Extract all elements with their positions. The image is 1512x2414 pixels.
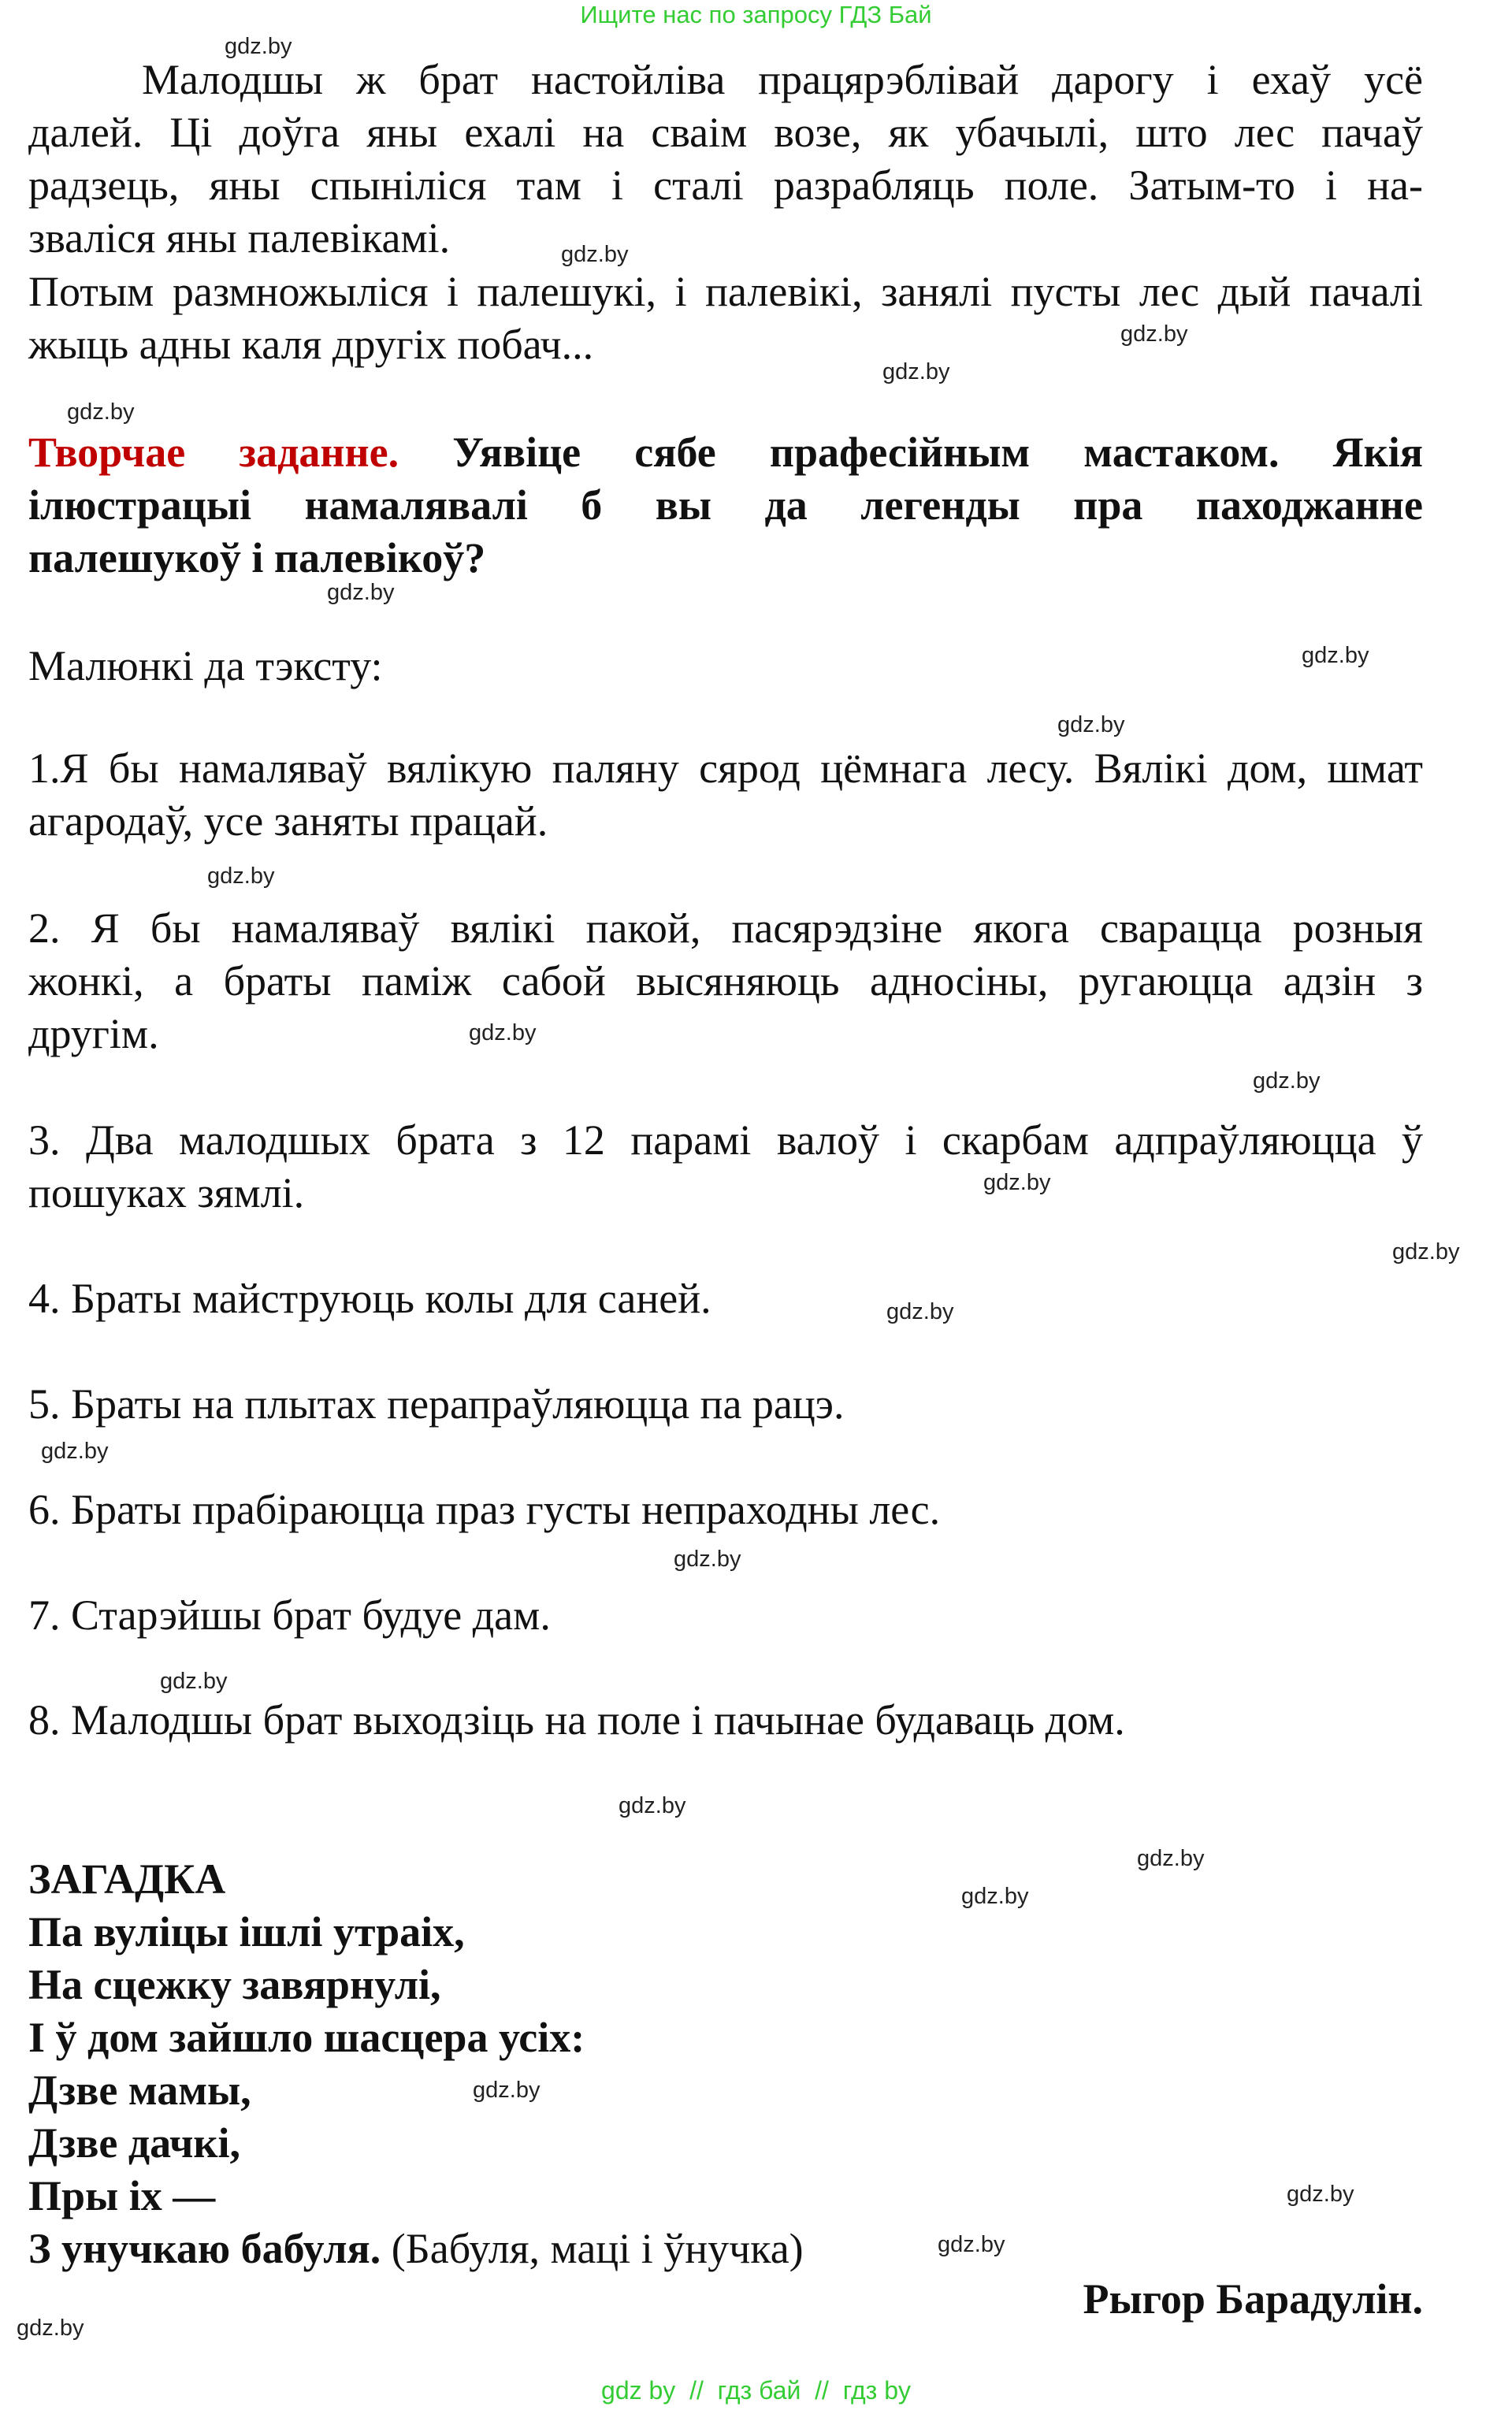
text-line: 3. Два малодшых брата з 12 парамі валоў і скарбам адпраўляюцца ў (28, 1116, 1423, 1164)
watermark: gdz.by (983, 1170, 1051, 1195)
watermark: gdz.by (886, 1299, 954, 1324)
legend-paragraph (28, 54, 1423, 265)
search-banner: Ищите нас по запросу ГДЗ Бай (580, 1, 932, 28)
watermark: gdz.by (207, 863, 275, 889)
text-line: 1.Я бы намаляваў вялікую паляну сярод цёмнага лесу. Вялікі дом, шмат (28, 745, 1423, 792)
watermark: gdz.by (674, 1547, 741, 1572)
riddle-line: З унучкаю бабуля. (28, 2225, 381, 2272)
text-line: 8. Малодшы брат выходзіць на поле і пачынае будаваць дом. (28, 1696, 1125, 1744)
riddle-line: Па вуліцы ішлі утраіх, (28, 1908, 465, 1955)
creative-task (28, 426, 1423, 585)
text-line: 6. Браты прабіраюцца праз густы непраходны лес. (28, 1486, 941, 1533)
watermark: gdz.by (619, 1793, 686, 1818)
watermark: gdz.by (1137, 1846, 1205, 1871)
task-line: ілюстрацыі намалявалі б вы да легенды пра паходжанне (28, 481, 1423, 529)
text-line: агародаў, усе заняты працай. (28, 797, 548, 845)
riddle-line: Дзве мамы, (28, 2067, 251, 2114)
text-line: Малодшы ж брат настойліва працярэблівай дарогу і ехаў усё (142, 56, 1423, 103)
watermark: gdz.by (160, 1669, 228, 1694)
watermark: gdz.by (469, 1020, 537, 1045)
riddle-line: Пры іх — (28, 2172, 216, 2219)
text-line: пошуках зямлі. (28, 1169, 305, 1216)
legend-tail-paragraph (28, 266, 1423, 371)
riddle-title: ЗАГАДКА (28, 1855, 226, 1903)
text-line: жонкі, а браты паміж сабой высяняюць адносіны, ругаюцца адзін з (28, 957, 1423, 1005)
picture-item-6 (28, 1484, 1423, 1536)
riddle-last-line (28, 2223, 1423, 2275)
riddle-line: На сцежку завярнулі, (28, 1961, 441, 2008)
riddle-line: Дзве дачкі, (28, 2119, 241, 2167)
watermark: gdz.by (225, 34, 292, 59)
text-line: 7. Старэйшы брат будуе дам. (28, 1591, 551, 1639)
watermark: gdz.by (1057, 712, 1125, 737)
watermark: gdz.by (41, 1439, 109, 1464)
text-line: жыць адны каля другіх побач... (28, 321, 594, 368)
watermark: gdz.by (561, 242, 629, 267)
pictures-heading (28, 640, 1423, 693)
picture-item-2 (28, 902, 1423, 1060)
task-line (28, 426, 1423, 479)
watermark: gdz.by (473, 2078, 541, 2103)
heading-text: Малюнкі да тэксту: (28, 642, 383, 689)
watermark: gdz.by (882, 359, 950, 384)
task-label: Творчае заданне. (28, 429, 399, 476)
text-line: 5. Браты на плытах перапраўляюцца па рацэ. (28, 1380, 845, 1428)
task-text: Уявіце сябе прафесійным мастаком. Якія (452, 429, 1423, 476)
picture-item-4 (28, 1272, 1423, 1325)
riddle-line: І ў дом зайшло шасцера усіх: (28, 2014, 585, 2061)
task-line: палешукоў і палевікоў? (28, 534, 486, 581)
riddle-answer: (Бабуля, маці і ўнучка) (391, 2225, 804, 2272)
watermark: gdz.by (1120, 321, 1188, 347)
text-line: зваліся яны палевікамі. (28, 214, 451, 262)
watermark: gdz.by (67, 399, 135, 425)
picture-item-7 (28, 1589, 1423, 1642)
text-line: радзець, яны спыніліся там і сталі разрабляць поле. Затым-то і на- (28, 162, 1423, 209)
riddle-author: Рыгор Барадулін. (1083, 2275, 1423, 2323)
text-line: 4. Браты майструюць колы для саней. (28, 1275, 711, 1322)
watermark: gdz.by (1302, 643, 1369, 668)
watermark: gdz.by (938, 2232, 1005, 2257)
riddle (28, 1853, 1423, 2275)
watermark: gdz.by (1253, 1068, 1321, 1094)
text-line: 2. Я бы намаляваў вялікі пакой, пасярэдзіне якога сварацца розныя (28, 904, 1423, 952)
text-line: Потым размножыліся і палешукі, і палевікі, занялі пусты лес дый пачалі (28, 268, 1423, 315)
watermark: gdz.by (961, 1884, 1029, 1909)
watermark: gdz.by (327, 580, 395, 605)
picture-item-8 (28, 1694, 1423, 1747)
footer-links: gdz by // гдз бай // гдз by (601, 2376, 911, 2405)
picture-item-1 (28, 742, 1423, 848)
watermark: gdz.by (17, 2316, 84, 2341)
text-line: далей. Ці доўга яны ехалі на сваім возе, як убачылі, што лес пачаў (28, 109, 1423, 156)
picture-item-5 (28, 1378, 1423, 1431)
watermark: gdz.by (1287, 2182, 1354, 2207)
text-line: другім. (28, 1010, 159, 1057)
picture-item-3 (28, 1114, 1423, 1220)
watermark: gdz.by (1392, 1239, 1460, 1265)
